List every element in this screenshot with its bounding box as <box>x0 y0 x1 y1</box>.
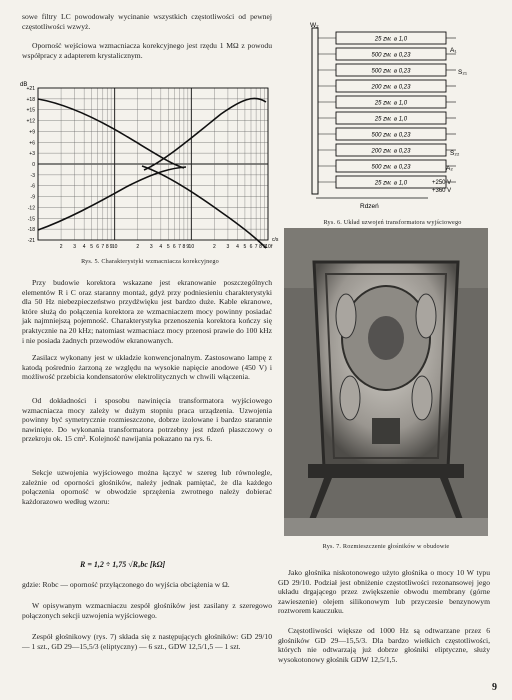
winding-label: 500 zw. ⌀ 0,23 <box>371 132 411 139</box>
response-curves <box>38 98 266 248</box>
x-tick-labels <box>60 237 279 250</box>
y-tick-label: +9 <box>29 129 35 136</box>
x-tick-label: 6 <box>96 244 100 250</box>
y-tick-label: +3 <box>29 151 35 158</box>
x-tick-label: 4 <box>82 244 86 250</box>
paragraph: gdzie: Robc — oporność przyłączonego do wyjścia obciążenia w Ω. <box>22 580 230 589</box>
x-tick-label: 10 <box>188 244 195 250</box>
y-tick-label: -21 <box>27 238 35 244</box>
label-w: W₂ <box>310 22 319 29</box>
x-tick-label: 6 <box>172 244 176 250</box>
curve-bass-cut <box>38 167 186 230</box>
curve-treble-cut <box>142 166 266 248</box>
x-tick-label: 6 <box>249 244 253 250</box>
speaker-enclosure-photo <box>284 228 488 536</box>
winding-label: 500 zw. ⌀ 0,23 <box>371 52 411 59</box>
y-tick-label: -9 <box>30 194 35 201</box>
y-tick-label: +12 <box>26 118 35 125</box>
frequency-response-chart <box>16 80 280 252</box>
x-tick-label: 9 <box>186 244 190 250</box>
winding-label: 200 zw. ⌀ 0,23 <box>371 148 411 155</box>
paragraph: Częstotliwości większe od 1000 Hz są odtwarzane przez 6 głośników GD 29—15,5/3. Dla bardzo wielkich częstotliwości, których nie odtwarzają już dobrze głośniki eliptyczne, służy wysokotonowy głośnik GDW 12,5/1,5. <box>278 626 490 664</box>
y-tick-label: +15 <box>26 107 35 114</box>
x-tick-label: 2 <box>213 244 216 250</box>
y-tick-label: -15 <box>27 216 35 223</box>
paragraph: Sekcje uzwojenia wyjściowego można łączyć w szereg lub równolegle, zależnie od oporności głośników, należy jednak pamiętać, że dla każdego połączenia oporność w obwodzie sprzężenia zwrotnego należy dobierać każdorazowo według wzoru: <box>22 468 272 506</box>
paragraph: Zespół głośnikowy (rys. 7) składa się z następujących głośników: GD 29/10 — 1 szt., GD 29—15,5/3 (eliptyczny) — 6 szt., GDW 12,5/1,5 — 1 szt. <box>22 632 272 651</box>
label-a1: A₁ <box>450 47 457 54</box>
x-tick-label: 7 <box>178 244 181 250</box>
y-tick-label: +18 <box>26 96 35 103</box>
paragraph: Jako głośnika niskotonowego użyto głośnika o mocy 10 W typu GD 29/10. Podział jest obniżenie częstotliwości rezonansowej jego układu drgającego przez zwiększenie obwodu membrany (górne zawieszenie) olejem silikonowym lub przyczesie benzynowym roztworem kauczuku. <box>278 568 490 616</box>
x-tick-label: 10 <box>111 244 118 250</box>
x-tick-label: 7 <box>101 244 105 250</box>
label-a2: A₂ <box>446 165 453 172</box>
y-tick-label: 0 <box>32 162 35 168</box>
x-tick-label: 5 <box>166 244 170 250</box>
x-tick-label: 3 <box>149 244 153 250</box>
label-250v: +250 V <box>432 180 452 186</box>
y-tick-label: -12 <box>27 205 35 212</box>
winding-label: 200 zw. ⌀ 0,23 <box>371 84 411 91</box>
graph-grid <box>38 88 268 240</box>
x-tick-label: 9 <box>263 244 266 250</box>
y-tick-label: -6 <box>30 183 35 190</box>
y-tick-label: -3 <box>30 172 35 179</box>
transformer-winding-diagram <box>308 22 476 212</box>
winding-label: 25 zw. ⌀ 1,0 <box>374 36 408 43</box>
x-tick-label: 2 <box>59 244 63 250</box>
label-core: Rdzeń <box>360 203 379 210</box>
x-tick-label: 7 <box>254 244 258 250</box>
winding-label: 500 zw. ⌀ 0,23 <box>371 68 411 75</box>
page-number: 9 <box>492 682 497 693</box>
winding-label: 25 zw. ⌀ 1,0 <box>374 180 408 187</box>
x-tick-label: 5 <box>243 244 247 250</box>
paragraph: Oporność wejściowa wzmacniacza korekcyjnego jest rzędu 1 MΩ z powodu współpracy z adapterem krystalicznym. <box>22 41 272 60</box>
x-tick-label: 5 <box>90 244 93 250</box>
x-tick-label: 3 <box>226 244 230 250</box>
paragraph: sowe filtry LC powodowały wycinanie wszystkich częstotliwości od pewnej częstotliwości wzwyż. <box>22 12 272 31</box>
x-tick-label: 9 <box>109 244 113 250</box>
y-tick-label: +6 <box>29 140 35 147</box>
winding-label: 500 zw. ⌀ 0,23 <box>371 164 411 171</box>
x-tick-label: 3 <box>73 244 76 250</box>
curve-treble-boost <box>144 98 266 170</box>
y-unit-label: dB <box>20 82 28 88</box>
x-unit-label: c/s <box>272 237 279 243</box>
winding-label: 25 zw. ⌀ 1,0 <box>374 100 408 107</box>
y-tick-label: -18 <box>27 227 35 234</box>
paragraph: W opisywanym wzmacniaczu zespół głośników jest zasilany z szeregowo połączonych sekcji uzwojenia wyjściowego. <box>22 601 272 620</box>
x-tick-label: f <box>271 244 273 250</box>
label-s2: S₂₂ <box>450 150 460 157</box>
figure-caption-7: Rys. 7. Rozmieszczenie głośników w obudowie <box>322 543 450 550</box>
x-tick-label: 4 <box>236 244 239 250</box>
x-tick-label: 8 <box>105 244 109 250</box>
x-tick-label: 4 <box>159 244 163 250</box>
winding-label: 25 zw. ⌀ 1,0 <box>374 116 408 123</box>
x-tick-label: 8 <box>182 244 186 250</box>
figure-caption-6: Rys. 6. Układ uzwojeń transformatora wyjściowego <box>323 219 462 226</box>
paragraph: Od dokładności i sposobu nawinięcia transformatora wyjściowego wzmacniacza mocy zależy w dużym stopniu praca urządzenia. Uzwojenia powinny być symetrycznie rozmieszczone, dobrze izolowane i bardzo starannie nawinięte. Do wykonania transformatora potrzebny jest rdzeń płaszczowy o przekroju ok. 15 cm². Kolejność nawijania pokazano na rys. 6. <box>22 396 272 444</box>
figure-caption-5: Rys. 5. Charakterystyki wzmacniacza korekcyjnego <box>81 258 219 265</box>
x-tick-label: 10 <box>265 244 271 250</box>
y-tick-labels <box>27 86 36 244</box>
y-tick-label: +21 <box>26 86 35 92</box>
paragraph: Przy budowie korektora wskazane jest ekranowanie poszczególnych elementów R i C oraz staranny montaż, gdyż przy podniesieniu charakterystyki dla 50 Hz niebezpieczeństwo przydźwięku jest bardzo duże. Kable ekranowe, które służą do połączenia korektora ze wzmacniaczem mocy powinny posiadać jak najmniejszą pojemność. Charakterystyka przenoszenia korektora kończy się praktycznie na 20 kHz; natomiast wzmacniacz mocy przenosi prawie do 100 kHz i nie posiada żadnych przewodów ekranowanych. <box>22 278 272 345</box>
label-s1: S₂₁ <box>458 69 468 76</box>
x-tick-label: 2 <box>136 244 140 250</box>
formula: R = 1,2 ÷ 1,75 √Rₒbc [kΩ] <box>80 560 166 569</box>
paragraph: Zasilacz wykonany jest w układzie konwencjonalnym. Zastosowano lampę z katodą pośrednio żarzoną ze względu na wysokie napięcie anodowe (450 V) i możliwość przebicia kondensatorów elektrolitycznych w chwili włączenia. <box>22 353 272 382</box>
label-360v: +360 V <box>432 188 452 194</box>
x-tick-label: 8 <box>259 244 262 250</box>
